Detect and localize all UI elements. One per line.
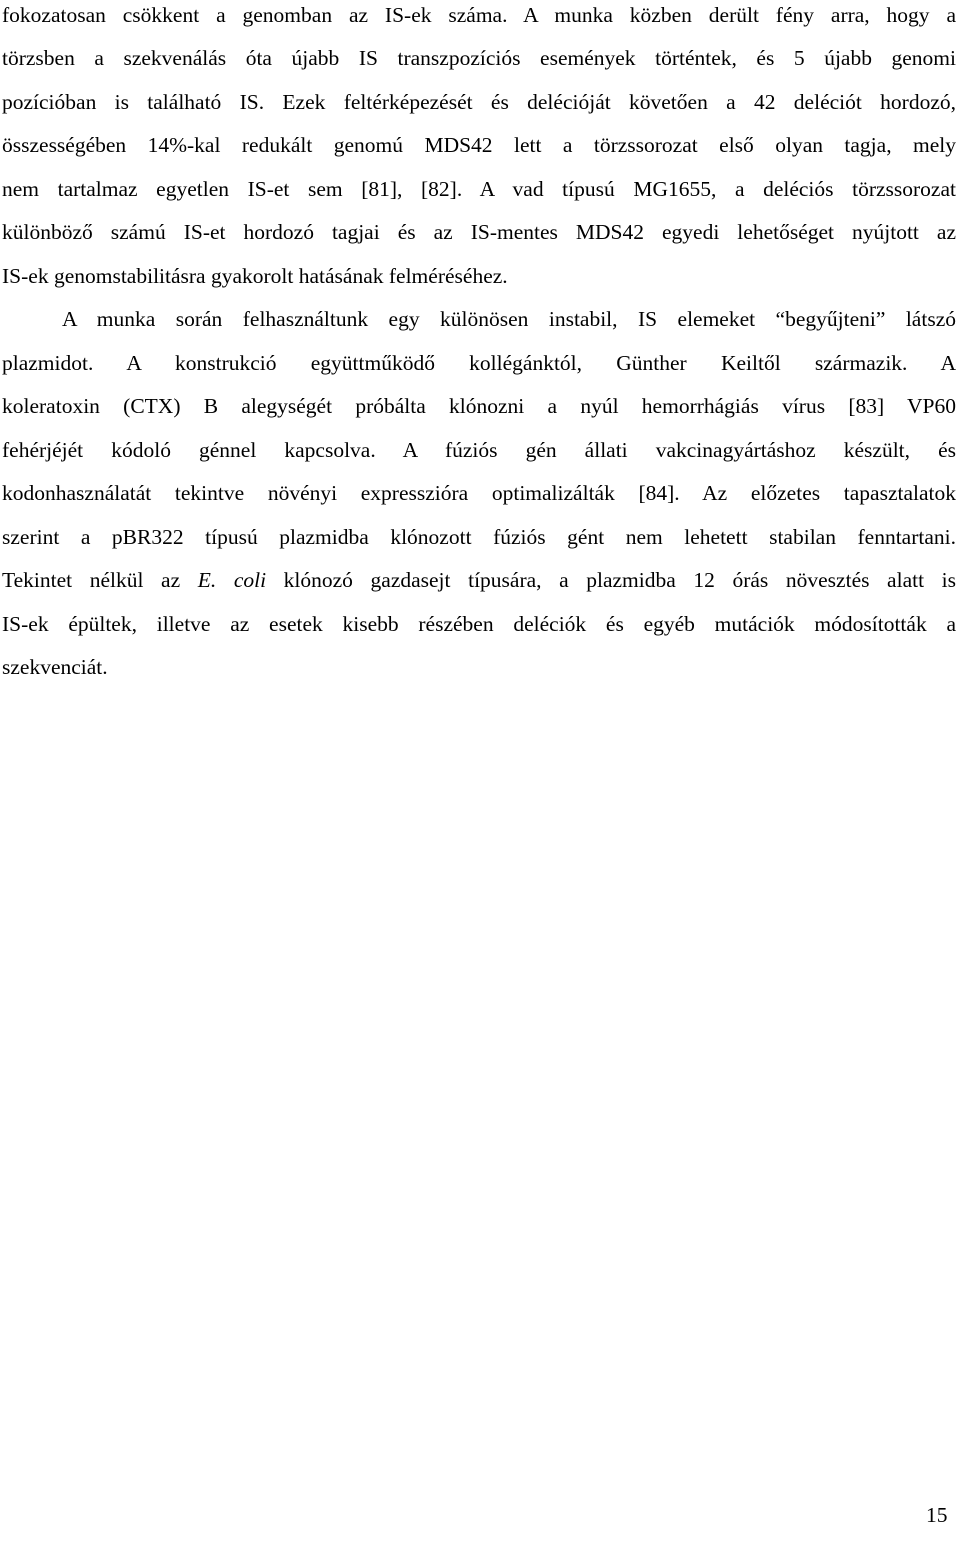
paragraph-2-line-8: IS-ek épültek, illetve az esetek kisebb részében deléciók és egyéb mutációk módosították a <box>2 612 956 636</box>
paragraph-1-line-1: fokozatosan csökkent a genomban az IS-ek száma. A munka közben derült fény arra, hogy a <box>2 3 956 27</box>
paragraph-2-line-9: szekvenciát. <box>2 655 108 679</box>
paragraph-1-line-3: pozícióban is található IS. Ezek feltérképezését és delécióját követően a 42 deléciót hordozó, <box>2 90 956 114</box>
paragraph-2-line-7 <box>2 565 956 595</box>
paragraph-1-line-6: különböző számú IS-et hordozó tagjai és az IS-mentes MDS42 egyedi lehetőséget nyújtott az <box>2 220 956 244</box>
paragraph-2-line-1: A munka során felhasználtunk egy különösen instabil, IS elemeket “begyűjteni” látszó <box>62 307 956 331</box>
paragraph-2-line-5: kodonhasználatát tekintve növényi expresszióra optimalizálták [84]. Az előzetes tapasztalatok <box>2 481 956 505</box>
paragraph-1-line-4: összességében 14%-kal redukált genomú MDS42 lett a törzssorozat első olyan tagja, mely <box>2 133 956 157</box>
page-number: 15 <box>926 1503 948 1527</box>
text-run: Tekintet nélkül az <box>2 568 198 592</box>
paragraph-2-line-3: koleratoxin (CTX) B alegységét próbálta klónozni a nyúl hemorrhágiás vírus [83] VP60 <box>2 394 956 418</box>
species-name-italic: E. coli <box>197 568 267 592</box>
text-run: klónozó gazdasejt típusára, a plazmidba 12 órás növesztés alatt is <box>266 568 956 592</box>
paragraph-2-line-2: plazmidot. A konstrukció együttműködő kollégánktól, Günther Keiltől származik. A <box>2 351 956 375</box>
paragraph-1-line-2: törzsben a szekvenálás óta újabb IS transzpozíciós események történtek, és 5 újabb genomi <box>2 46 956 70</box>
paragraph-1-line-7: IS-ek genomstabilitásra gyakorolt hatásának felméréséhez. <box>2 264 508 288</box>
paragraph-1-line-5: nem tartalmaz egyetlen IS-et sem [81], [82]. A vad típusú MG1655, a deléciós törzssorozat <box>2 177 956 201</box>
paragraph-2-line-6: szerint a pBR322 típusú plazmidba klónozott fúziós gént nem lehetett stabilan fenntartani. <box>2 525 956 549</box>
paragraph-2-line-4: fehérjéjét kódoló génnel kapcsolva. A fúziós gén állati vakcinagyártáshoz készült, és <box>2 438 956 462</box>
